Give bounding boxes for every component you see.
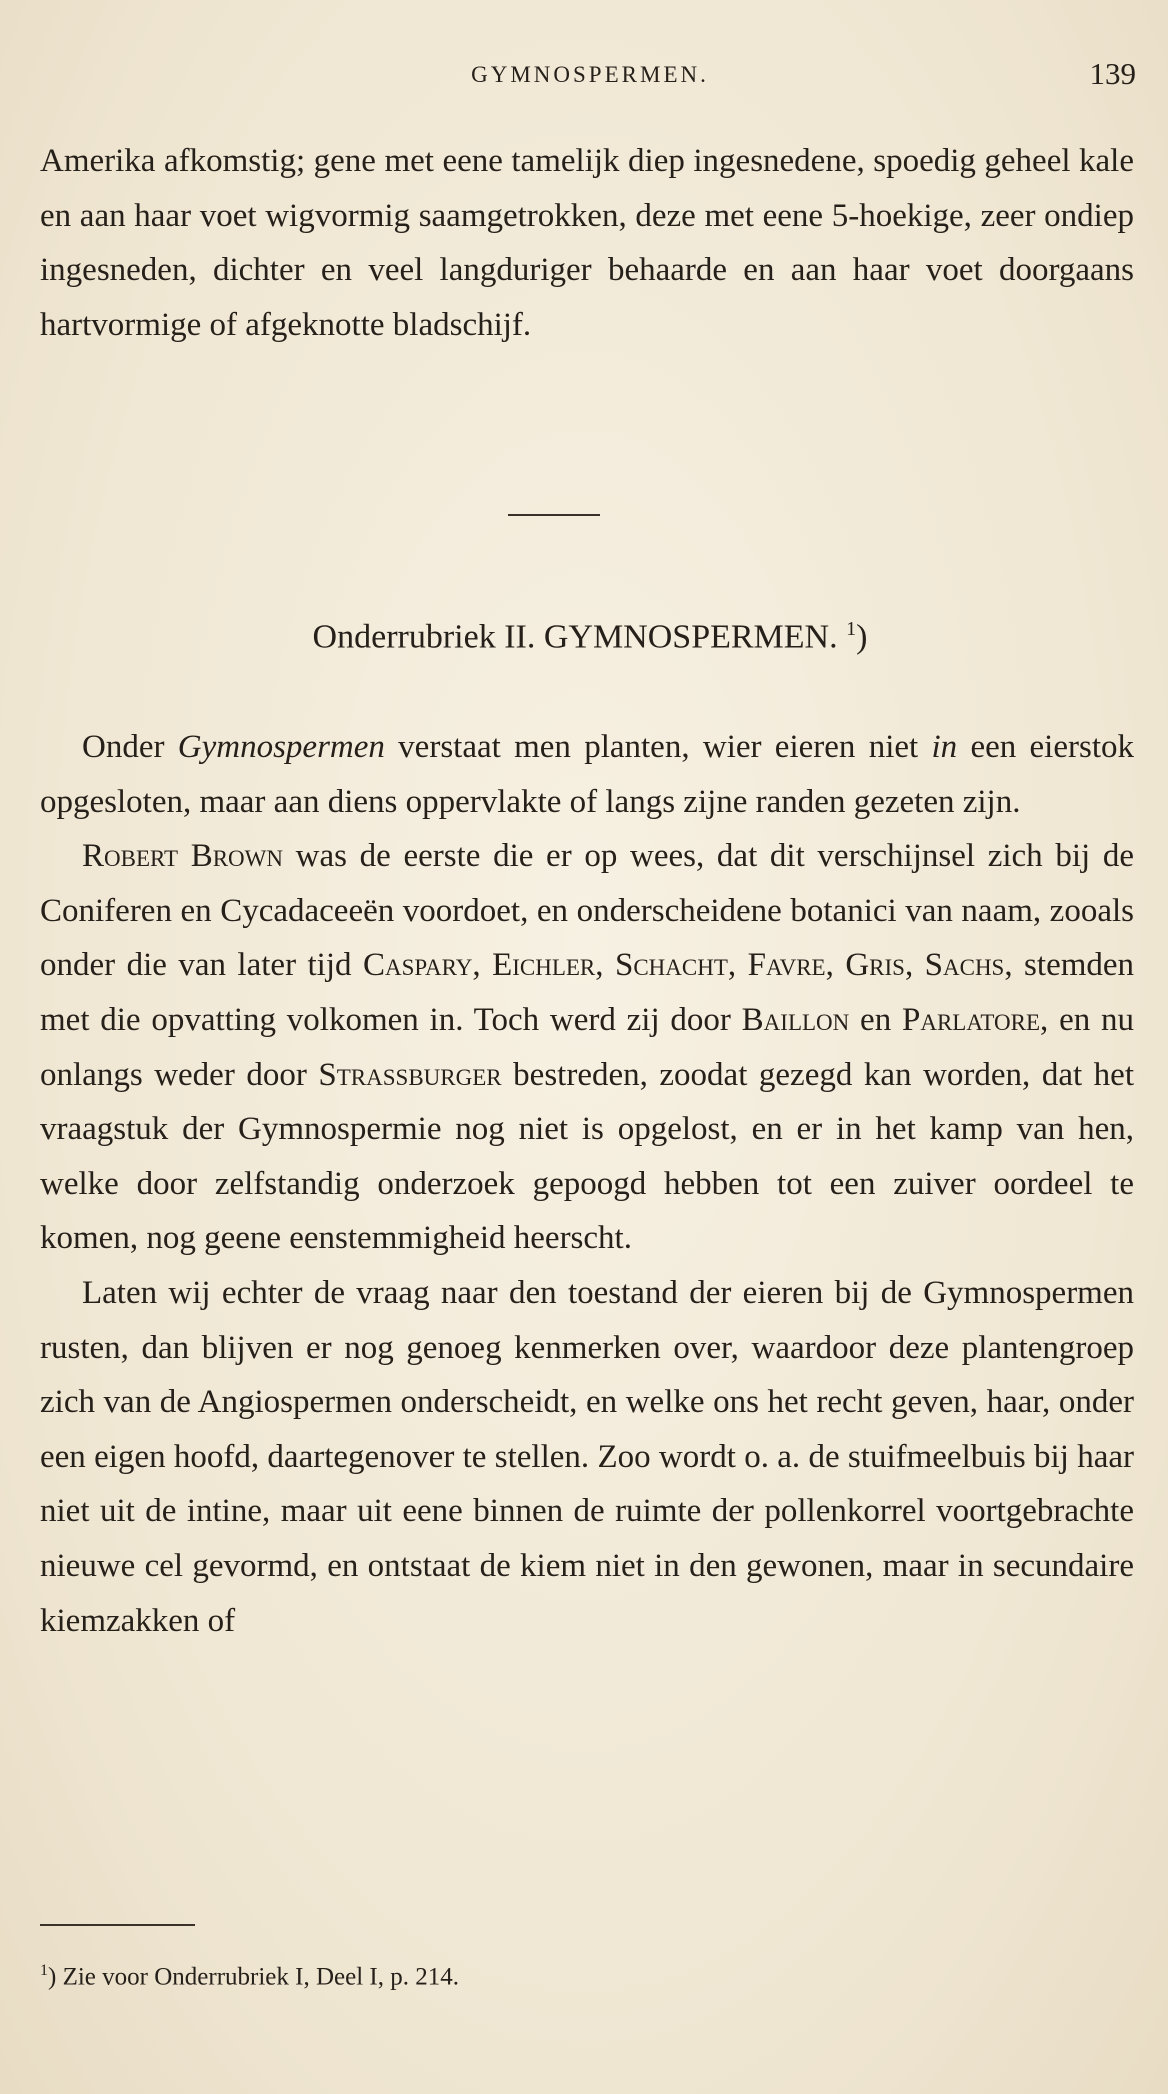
paragraph-text: , stemden met die opvatting volkomen in. Toch werd zij door <box>40 947 1135 1038</box>
paragraph-text: en <box>849 1001 902 1038</box>
author-name: Gris <box>845 947 905 984</box>
footnote-marker: 1 <box>40 1962 48 1979</box>
paragraph-text: , en nu onlangs weder door <box>40 1001 1134 1093</box>
paragraph-text: een eierstok opgesloten, maar aan diens oppervlakte of langs zijne randen gezeten zijn. <box>40 729 1135 820</box>
separator: , <box>904 947 925 984</box>
author-name: Robert Brown <box>82 838 283 875</box>
footnote-reference-paren: ) <box>856 618 868 656</box>
running-title: GYMNOSPERMEN. <box>471 62 709 87</box>
continuation-paragraph <box>40 134 1134 352</box>
paragraph-text: was de eerste die er op wees, dat dit verschijnsel zich bij de Coniferen en Cycadaceeën voordoet, en onderscheidene botanici van naam, zooals onder die van later tijd <box>40 838 1135 984</box>
separator: , <box>825 947 846 984</box>
paragraph-history <box>40 829 1134 1266</box>
author-name: Strassburger <box>318 1056 502 1093</box>
paragraph-characteristics: Laten wij echter de vraag naar den toestand der eieren bij de Gymnospermen rusten, dan blijven er nog genoeg kenmerken over, waardoor deze plantengroep zich van de Angiospermen onderscheidt, en welke ons het recht geven, haar, onder een eigen hoofd, daartegenover te stellen. Zoo wordt o. a. de stuifmeelbuis bij haar niet uit de intine, maar uit eene binnen de ruimte der pollenkorrel voortgebrachte nieuwe cel gevormd, en ontstaat de kiem niet in den gewonen, maar in secundaire kiemzakken of <box>40 1274 1134 1639</box>
paragraph-text: verstaat men planten, wier eieren niet <box>384 729 932 765</box>
footnote <box>40 1962 459 1991</box>
page-header <box>40 56 1140 96</box>
body-text <box>40 720 1134 1648</box>
author-name: Eichler <box>492 947 596 984</box>
separator: , <box>595 947 615 984</box>
paragraph-definition <box>40 720 1134 829</box>
footnote-rule <box>40 1924 195 1926</box>
italic-term: in <box>931 729 958 765</box>
footnote-text: ) Zie voor Onderrubriek I, Deel I, p. 214. <box>48 1963 459 1991</box>
footnote-reference: 1 <box>846 618 857 640</box>
section-heading <box>40 618 1140 656</box>
page-number: 139 <box>1089 56 1136 91</box>
continuation-text: Amerika afkomstig; gene met eene tamelijk diep ingesnedene, spoedig geheel kale en aan haar voet wigvormig saamgetrokken, deze met eene 5-hoekige, zeer ondiep ingesneden, dichter en veel langduriger behaarde en aan haar voet doorgaans hartvormige of afgeknotte bladschijf. <box>40 143 1134 343</box>
paragraph-text: bestreden, zoodat gezegd kan worden, dat het vraagstuk der Gymnospermie nog niet is opgelost, en er in het kamp van hen, welke door zelfstandig onderzoek gepoogd hebben tot een zuiver oordeel te komen, nog geene eenstemmigheid heerscht. <box>40 1056 1134 1257</box>
separator: , <box>472 947 493 984</box>
paragraph-text: Onder <box>82 729 178 765</box>
italic-term: Gymnospermen <box>177 729 385 765</box>
separator: , <box>727 947 748 984</box>
author-name: Caspary <box>362 947 473 984</box>
section-divider <box>508 514 600 516</box>
author-name: Favre <box>747 947 826 984</box>
section-heading-text: Onderrubriek II. GYMNOSPERMEN. <box>312 618 838 656</box>
author-name: Schacht <box>614 947 728 984</box>
author-name: Parlatore <box>901 1001 1041 1038</box>
author-name: Baillon <box>741 1001 850 1038</box>
author-name: Sachs <box>924 947 1005 984</box>
